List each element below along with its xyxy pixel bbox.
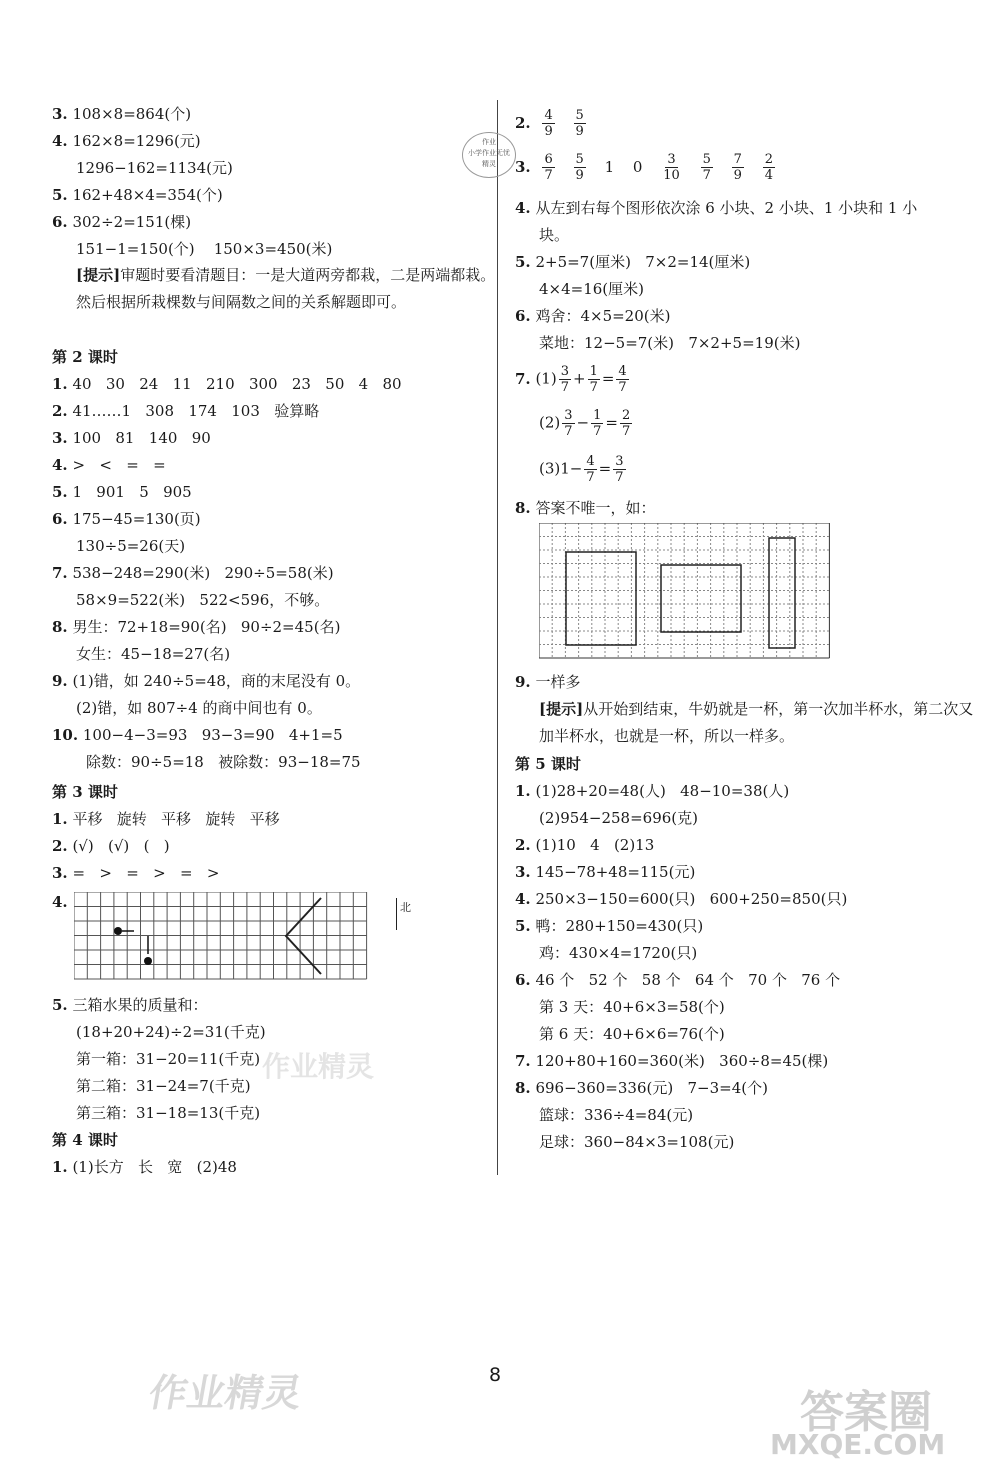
answer-4: 4. 162×8=1296(元) [52, 132, 201, 150]
hint-block-2: [提示]从开始到结束，牛奶就是一杯，第一次加半杯水，第二次又加半杯水，也就是一杯，所以一样多。 [539, 700, 974, 745]
lesson2-answer-3: 3. 100 81 140 90 [52, 429, 211, 447]
answer-6: 6. 302÷2=151(棵) [52, 213, 192, 231]
lesson3-answer-5-line5: 第三箱：31−18=13(千克) [76, 1104, 261, 1122]
answer-r7-part1: 7. (1) $\frac{3}{7}$ + $\frac{1}{7}$ = $\frac{4}{7}$ [515, 364, 627, 395]
watermark-logo: 答案圈 [800, 1387, 932, 1438]
fraction: $\frac{2}{4}$ [764, 152, 773, 183]
answer-r5-line2: 4×4=16(厘米) [539, 280, 645, 298]
answer-r7-part2: (2) $\frac{3}{7}$ − $\frac{1}{7}$ = $\frac{2}{7}$ [539, 408, 631, 439]
fraction: $\frac{3}{7}$ [560, 364, 569, 395]
lesson2-answer-1: 1. 40 30 24 11 210 300 23 50 4 80 [52, 375, 402, 393]
fraction: $\frac{5}{7}$ [702, 152, 711, 183]
fraction: $\frac{5}{9}$ [575, 152, 584, 183]
lesson2-answer-6: 6. 175−45=130(页) [52, 510, 201, 528]
answer-r5: 5. 2+5=7(厘米) 7×2=14(厘米) [515, 253, 751, 271]
lesson2-answer-2: 2. 41……1 308 174 103 验算略 [52, 402, 320, 420]
fraction: $\frac{3}{7}$ [615, 454, 624, 485]
small-seal-stamp: 作业 小学作业无忧 精灵 [462, 132, 516, 178]
lesson2-answer-7-line2: 58×9=522(米) 522<596，不够。 [76, 591, 330, 609]
lesson3-answer-2: 2. (√) (√) ( ) [52, 837, 170, 855]
lesson2-answer-9-line2: (2)错，如 807÷4 的商中间也有 0。 [76, 699, 322, 717]
lesson5-answer-8-line2: 篮球：336÷4=84(元) [539, 1106, 694, 1124]
lesson5-answer-1: 1. (1)28+20=48(人) 48−10=38(人) [515, 782, 790, 800]
point-b [144, 957, 152, 965]
lesson5-answer-1-line2: (2)954−258=696(克) [539, 809, 698, 827]
fraction: $\frac{4}{7}$ [618, 364, 627, 395]
lesson2-answer-8-line2: 女生：45−18=27(名) [76, 645, 231, 663]
fraction: $\frac{6}{7}$ [544, 152, 553, 183]
lesson3-answer-5-line4: 第二箱：31−24=7(千克) [76, 1077, 251, 1095]
answer-4-line2: 1296−162=1134(元) [76, 159, 233, 177]
lesson5-answer-8-line3: 足球：360−84×3=108(元) [539, 1133, 735, 1151]
watermark-1: 作业精灵 [262, 1050, 375, 1083]
lesson5-answer-4: 4. 250×3−150=600(只) 600+250=850(只) [515, 890, 848, 908]
answer-r6: 6. 鸡舍：4×5=20(米) [515, 307, 671, 325]
column-divider [497, 100, 498, 1175]
section-lesson-2: 第 2 课时 [52, 348, 118, 366]
answer-r4-line2: 块。 [539, 226, 570, 244]
section-lesson-4: 第 4 课时 [52, 1131, 118, 1149]
lesson2-answer-6-line2: 130÷5=26(天) [76, 537, 186, 555]
lesson3-answer-5-line3: 第一箱：31−20=11(千克) [76, 1050, 261, 1068]
watermark-2: 作业精灵 [145, 1371, 306, 1415]
lesson5-answer-5-line2: 鸡：430×4=1720(只) [539, 944, 698, 962]
page-number: 8 [489, 1364, 502, 1386]
lesson2-answer-10: 10. 100−4−3=93 93−3=90 4+1=5 [52, 726, 343, 744]
rectangle-2 [661, 565, 741, 632]
north-indicator: 北 [396, 898, 411, 930]
fraction: $\frac{3}{7}$ [564, 408, 573, 439]
answer-r3: 3. $\frac{6}{7}$ $\frac{5}{9}$ 1 0 $\frac{3}{10}$ $\frac{5}{7}$ $\frac{7}{9}$ $\frac{2}{4}$ [515, 152, 773, 183]
point-a [114, 927, 122, 935]
lesson3-answer-5-line2: (18+20+24)÷2=31(千克) [76, 1023, 266, 1041]
fraction: $\frac{7}{9}$ [733, 152, 742, 183]
lesson2-answer-10-line2: 除数：90÷5=18 被除数：93−18=75 [86, 753, 361, 771]
fraction: $\frac{1}{7}$ [593, 408, 602, 439]
section-lesson-3: 第 3 课时 [52, 783, 118, 801]
answer-r4: 4. 从左到右每个图形依次涂 6 小块、2 小块、1 小块和 1 小 [515, 199, 918, 217]
fraction: $\frac{1}{7}$ [589, 364, 598, 395]
watermark-url: MXQE.COM [770, 1428, 946, 1461]
lesson2-answer-5: 5. 1 901 5 905 [52, 483, 192, 501]
lesson2-answer-4: 4. > < = = [52, 456, 166, 474]
answer-r9: 9. 一样多 [515, 673, 581, 691]
answer-5: 5. 162+48×4=354(个) [52, 186, 223, 204]
rectangle-grid [539, 523, 837, 663]
section-lesson-5: 第 5 课时 [515, 755, 581, 773]
lesson3-answer-4-label: 4. [52, 893, 68, 911]
lesson4-answer-1: 1. (1)长方 长 宽 (2)48 [52, 1158, 237, 1176]
lesson3-answer-5: 5. 三箱水果的质量和： [52, 996, 208, 1014]
answer-r8: 8. 答案不唯一，如： [515, 499, 656, 517]
fraction: $\frac{5}{9}$ [575, 108, 584, 139]
lesson5-answer-8: 8. 696−360=336(元) 7−3=4(个) [515, 1079, 768, 1097]
answer-3: 3. 108×8=864(个) [52, 105, 192, 123]
fraction: $\frac{3}{10}$ [663, 152, 680, 183]
lesson5-answer-3: 3. 145−78+48=115(元) [515, 863, 696, 881]
fraction: $\frac{2}{7}$ [621, 408, 631, 439]
lesson5-answer-5: 5. 鸭：280+150=430(只) [515, 917, 704, 935]
hint-block: [提示]审题时要看清题目：一是大道两旁都栽，二是两端都栽。然后根据所栽棵数与间隔数之间的关系解题即可。 [76, 266, 496, 311]
answer-r2: 2. $\frac{4}{9}$ $\frac{5}{9}$ [515, 108, 584, 139]
lesson5-answer-6-line2: 第 3 天：40+6×3=58(个) [539, 998, 725, 1016]
lesson3-answer-1: 1. 平移 旋转 平移 旋转 平移 [52, 810, 280, 828]
translation-rotation-grid [74, 892, 404, 980]
answer-r7-part3: (3)1− $\frac{4}{7}$ = $\frac{3}{7}$ [539, 454, 624, 485]
lesson2-answer-8: 8. 男生：72+18=90(名) 90÷2=45(名) [52, 618, 341, 636]
lesson5-answer-2: 2. (1)10 4 (2)13 [515, 836, 655, 854]
lesson3-answer-3: 3. = > = > = > [52, 864, 220, 882]
lesson5-answer-6-line3: 第 6 天：40+6×6=76(个) [539, 1025, 725, 1043]
lesson5-answer-6: 6. 46 个 52 个 58 个 64 个 70 个 76 个 [515, 971, 841, 989]
lesson2-answer-9: 9. (1)错，如 240÷5=48，商的末尾没有 0。 [52, 672, 361, 690]
fraction: $\frac{4}{7}$ [586, 454, 595, 485]
lesson2-answer-7: 7. 538−248=290(米) 290÷5=58(米) [52, 564, 334, 582]
answer-6-line2: 151−1=150(个) 150×3=450(米) [76, 240, 333, 258]
lesson5-answer-7: 7. 120+80+160=360(米) 360÷8=45(棵) [515, 1052, 829, 1070]
fraction: $\frac{4}{9}$ [544, 108, 553, 139]
answer-r6-line2: 菜地：12−5=7(米) 7×2+5=19(米) [539, 334, 801, 352]
